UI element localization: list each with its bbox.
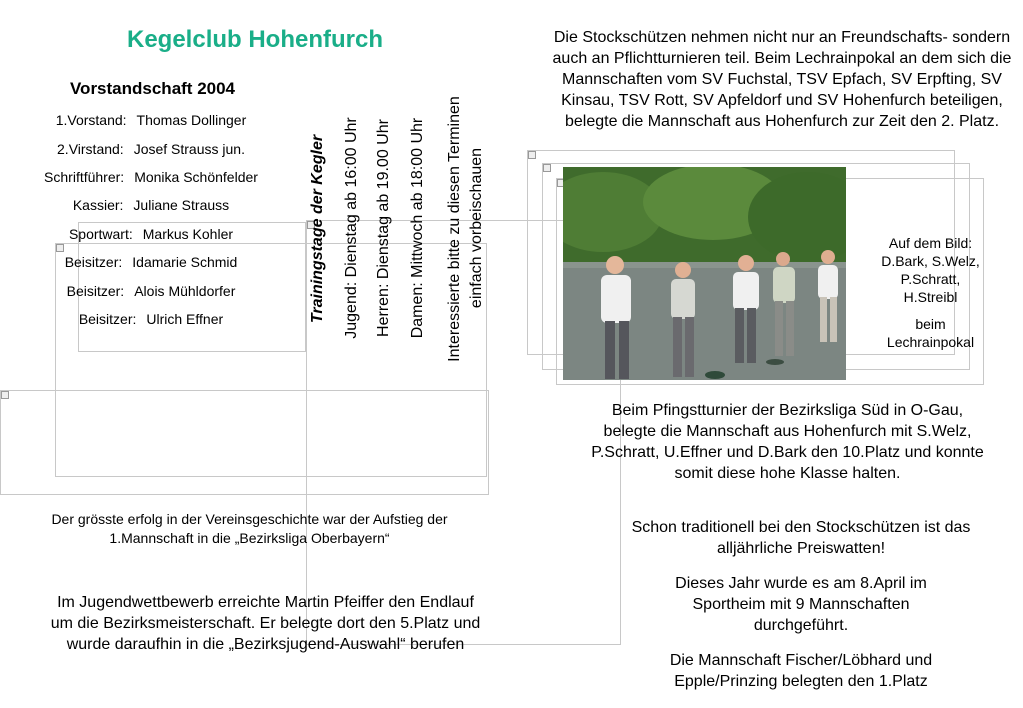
- board-row: [15, 112, 287, 128]
- team-photo: [563, 167, 846, 380]
- board-row: [15, 254, 287, 270]
- caption-line: D.Bark, S.Welz,: [881, 253, 980, 269]
- board-row: [15, 169, 287, 185]
- board-role: 1.Vorstand:: [55, 112, 127, 128]
- training-heading: Trainingstage der Kegler: [309, 134, 326, 324]
- caption-line: P.Schratt,: [900, 271, 961, 287]
- image-placeholder-icon: [528, 151, 536, 159]
- training-line: Damen: Mittwoch ab 18:00 Uhr: [409, 117, 426, 339]
- photo-caption: [868, 234, 993, 351]
- preiswatten-text: Schon traditionell bei den Stockschützen ist das alljährliche Preiswatten!: [631, 519, 971, 557]
- board-member: Josef Strauss jun.: [133, 141, 245, 157]
- image-placeholder-icon: [56, 244, 64, 252]
- training-line: Jugend: Dienstag ab 16:00 Uhr: [343, 117, 360, 339]
- board-member: Idamarie Schmid: [132, 254, 238, 270]
- board-row: [15, 311, 287, 327]
- success-text: Der grösste erfolg in der Vereinsgeschichte war der Aufstieg der 1.Mannschaft in die „Bezirksliga Oberbayern“: [51, 511, 448, 546]
- board-row: [15, 226, 287, 242]
- board-member: Juliane Strauss: [133, 197, 230, 213]
- board-member: Markus Kohler: [142, 226, 234, 242]
- caption-line: beim: [915, 316, 946, 332]
- board-role: Sportwart:: [68, 226, 133, 242]
- preiswatten-winner-text: Die Mannschaft Fischer/Löbhard und Epple/Prinzing belegten den 1.Platz: [669, 652, 933, 690]
- training-line: einfach vorbeischauen: [468, 147, 485, 309]
- board-role: Beisitzer:: [78, 311, 137, 327]
- board-member: Thomas Dollinger: [136, 112, 247, 128]
- caption-line: Lechrainpokal: [886, 334, 975, 350]
- board-member: Ulrich Effner: [146, 311, 224, 327]
- preiswatten-date-text: Dieses Jahr wurde es am 8.April im Sportheim mit 9 Mannschaften durchgeführt.: [675, 575, 927, 634]
- team-photo-image: [563, 167, 846, 380]
- training-line: Interessierte bitte zu diesen Terminen: [446, 96, 463, 362]
- board-role: Kassier:: [72, 197, 124, 213]
- caption-line: H.Streibl: [903, 289, 958, 305]
- image-placeholder-icon: [543, 164, 551, 172]
- board-member: Alois Mühldorfer: [134, 283, 236, 299]
- board-role: Beisitzer:: [66, 283, 125, 299]
- board-row: [15, 197, 287, 213]
- board-row: [15, 141, 287, 157]
- board-row: [15, 283, 287, 299]
- board-role: Beisitzer:: [64, 254, 123, 270]
- board-heading: Vorstandschaft 2004: [69, 79, 236, 98]
- stock-intro-text: Die Stockschützen nehmen nicht nur an Freundschafts- sondern auch an Pflichtturnieren teil. Beim Lechrainpokal an dem sich die Mannschaften vom SV Fuchstal, TSV Epfach, SV Erpfting, SV Kinsau, TSV Rott, SV Apfeldorf und SV Hohenfurch beteiligen, belegte die Mannschaft aus Hohenfurch zur Zeit den 2. Platz.: [552, 29, 1012, 130]
- board-role: 2.Virstand:: [57, 141, 124, 157]
- board-role: Schriftführer:: [44, 169, 125, 185]
- board-member: Monika Schönfelder: [134, 169, 258, 185]
- pfingst-text: Beim Pfingstturnier der Bezirksliga Süd in O-Gau, belegte die Mannschaft aus Hohenfurch mit S.Welz, P.Schratt, U.Effner und D.Bark den 10.Platz und konnte somit diese hohe Klasse halten.: [591, 402, 984, 482]
- image-placeholder-icon: [1, 391, 9, 399]
- training-line: Herren: Dienstag ab 19.00 Uhr: [375, 119, 392, 337]
- caption-line: Auf dem Bild:: [888, 235, 973, 251]
- youth-text: Im Jugendwettbewerb erreichte Martin Pfeiffer den Endlauf um die Bezirksmeisterschaft. Er belegte dort den 5.Platz und wurde daraufhin in die „Bezirksjugend-Auswahl“ berufen: [50, 594, 481, 653]
- club-title: Kegelclub Hohenfurch: [126, 26, 384, 53]
